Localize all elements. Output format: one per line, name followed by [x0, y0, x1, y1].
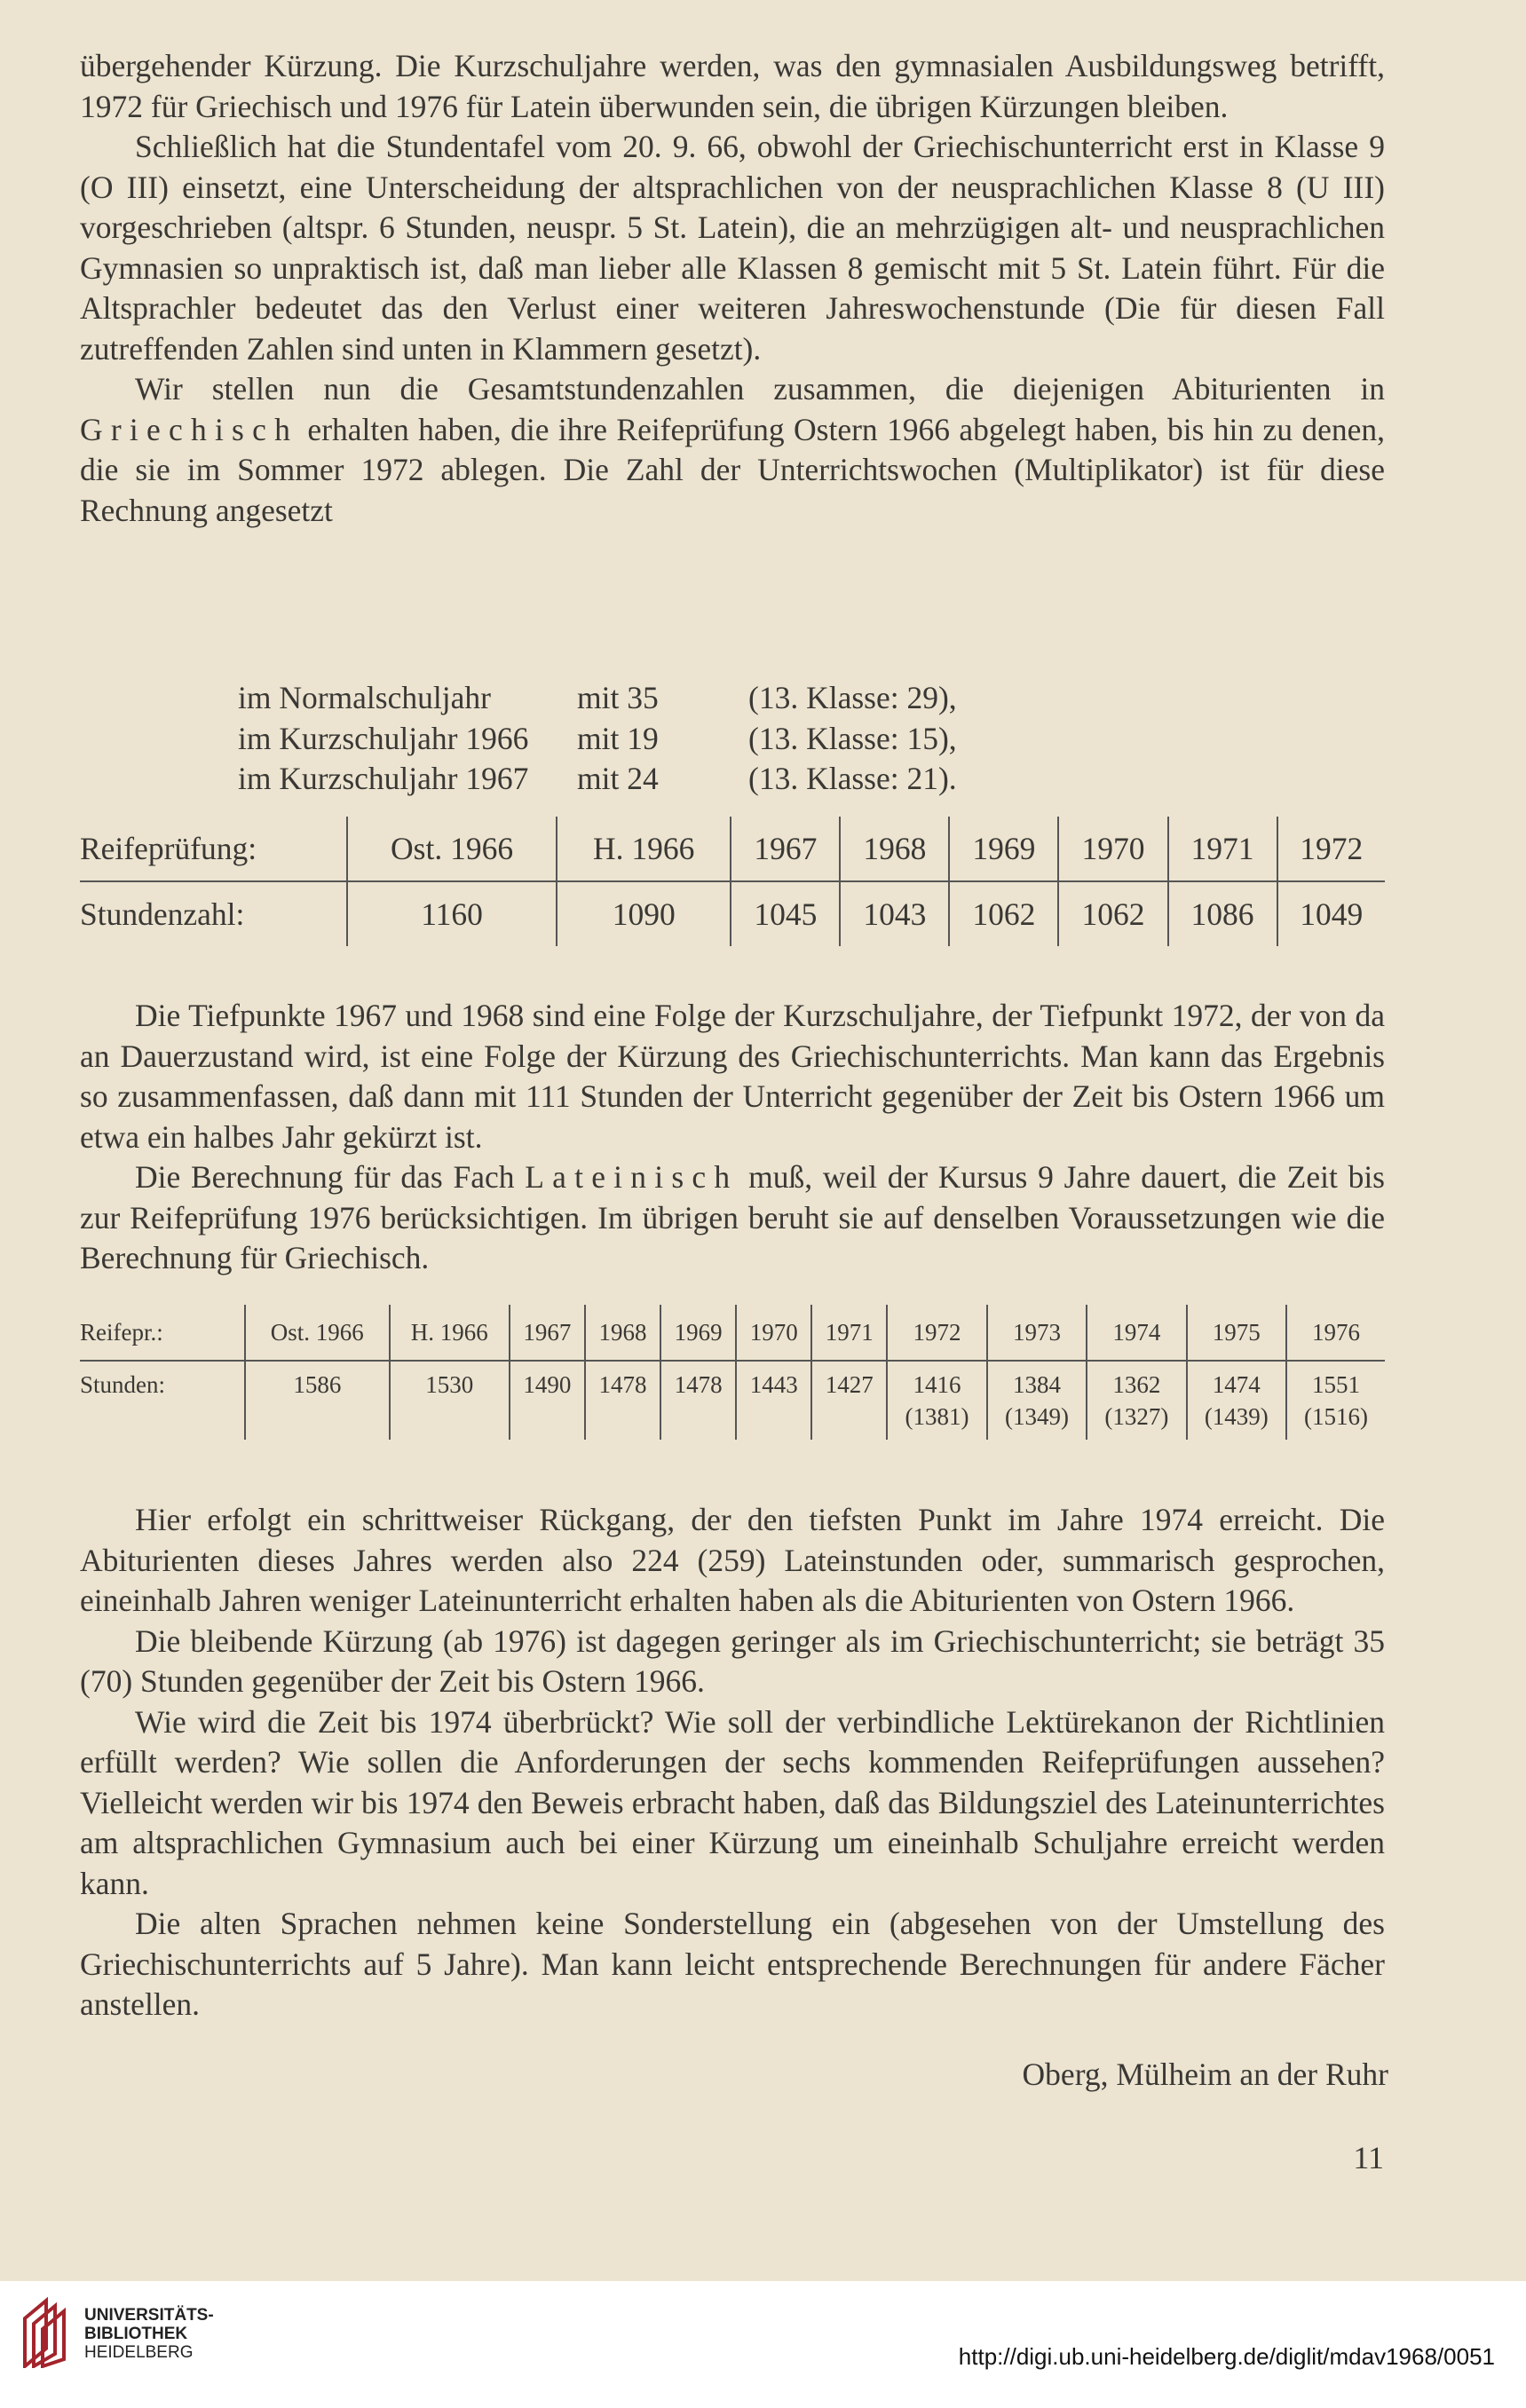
paragraph-2: Schließlich hat die Stundentafel vom 20. 9. 66, obwohl der Griechischunterricht erst in Klasse 9 (O III) einsetzt, eine Unterscheidung der altsprachlichen von der neusprachlichen Klasse 8 (U III) vorgeschrieben (altspr. 6 Stunden, neuspr. 5 St. Latein), die an mehrzügigen alt- und neusprachlichen Gymnasien so unpraktisch ist, daß man lieber alle Klassen 8 gemischt mit 5 St. Latein führt. Für die Altsprachler bedeutet das den Verlust einer weiteren Jahreswochenstunde (Die für diesen Fall zutreffenden Zahlen sind unten in Klammern gesetzt).	[80, 129, 1385, 367]
table-header-cell: 1969	[660, 1305, 736, 1361]
body-text-bottom	[80, 1500, 1385, 2025]
table-header-row	[80, 1305, 1385, 1361]
para5-spaced-word: Lateinisch	[525, 1159, 739, 1195]
table-cell	[811, 1361, 887, 1440]
table-header-cell: 1967	[510, 1305, 585, 1361]
body-text-middle	[80, 996, 1385, 1279]
cell-bracketed-value: (1381)	[905, 1403, 969, 1430]
table-row-label: Stunden:	[80, 1371, 166, 1398]
table-header-cell: 1967	[731, 817, 840, 881]
cell-bracketed-value: (1439)	[1204, 1403, 1269, 1430]
multiplier-note: (13. Klasse: 15),	[748, 720, 957, 756]
author-signature: Oberg, Mülheim an der Ruhr	[1022, 2057, 1388, 2092]
table-cell: 1062	[949, 881, 1058, 946]
cell-value: 1586	[293, 1371, 342, 1398]
table-cell	[390, 1361, 510, 1440]
table-cell	[585, 1361, 660, 1440]
cell-value: 1362	[1112, 1371, 1161, 1398]
table-header-cell: 1976	[1286, 1305, 1385, 1361]
table-header-cell: 1972	[887, 1305, 986, 1361]
paragraph-8: Wie wird die Zeit bis 1974 überbrückt? Wie soll der verbindliche Lektürekanon der Richtlinien erfüllt werden? Wie sollen die Anforderungen der sechs kommenden Reifeprüfungen aussehen? Vielleicht werden wir bis 1974 den Beweis erbracht haben, daß das Bildungsziel des Lateinunterrichtes am altsprachlichen Gymnasium auch bei einer Kürzung um eineinhalb Schuljahre erreicht werden kann.	[80, 1703, 1385, 1901]
source-url-link[interactable]: http://digi.ub.uni-heidelberg.de/diglit/mdav1968/0051	[958, 2343, 1495, 2370]
table-row	[80, 1361, 1385, 1440]
cell-value: 1443	[749, 1371, 798, 1398]
table-row	[80, 881, 1385, 946]
table-header-cell: 1973	[987, 1305, 1087, 1361]
library-name	[84, 2306, 214, 2362]
paragraph-7: Die bleibende Kürzung (ab 1976) ist dagegen geringer als im Griechischunterricht; sie beträgt 35 (70) Stunden gegenüber der Zeit bis Ostern 1966.	[80, 1622, 1385, 1699]
table-header-cell: 1971	[1168, 817, 1277, 881]
cell-value: 1478	[598, 1371, 647, 1398]
multiplier-value: mit 19	[577, 720, 659, 756]
para3-before: Wir stellen nun die Gesamtstundenzahlen zusammen, die diejenigen Abiturienten in	[135, 371, 1385, 407]
library-name-line: BIBLIOTHEK	[84, 2325, 188, 2343]
paragraph-1: übergehender Kürzung. Die Kurzschuljahre werden, was den gymnasialen Ausbildungsweg betrifft, 1972 für Griechisch und 1976 für Latein überwunden sein, die übrigen Kürzungen bleiben.	[80, 48, 1385, 124]
cell-value: 1427	[825, 1371, 874, 1398]
cell-value: 1490	[523, 1371, 572, 1398]
table-header-label: Reifepr.:	[80, 1305, 245, 1361]
table-header-cell: 1970	[1058, 817, 1167, 881]
table-header-cell: 1970	[736, 1305, 811, 1361]
library-name-line: HEIDELBERG	[84, 2343, 194, 2362]
multiplier-note: (13. Klasse: 21).	[748, 761, 957, 796]
table-header-cell: 1975	[1187, 1305, 1286, 1361]
table-cell	[987, 1361, 1087, 1440]
table-cell	[660, 1361, 736, 1440]
paragraph-3	[80, 369, 1385, 531]
table-cell	[1087, 1361, 1186, 1440]
table-header-cell: H. 1966	[390, 1305, 510, 1361]
table-cell: 1086	[1168, 881, 1277, 946]
paragraph-5	[80, 1157, 1385, 1279]
cell-bracketed-value: (1349)	[1004, 1403, 1069, 1430]
table-header-cell: 1974	[1087, 1305, 1186, 1361]
table-header-row	[80, 817, 1385, 881]
cell-bracketed-value: (1516)	[1304, 1403, 1368, 1430]
body-text-top	[80, 46, 1385, 531]
table-cell	[736, 1361, 811, 1440]
table-cell: 1062	[1058, 881, 1167, 946]
cell-value: 1530	[425, 1371, 474, 1398]
table-header-cell: Ost. 1966	[347, 817, 557, 881]
table-header-label: Reifeprüfung:	[80, 817, 347, 881]
paragraph-9: Die alten Sprachen nehmen keine Sonderstellung ein (abgesehen von der Umstellung des Griechischunterrichts auf 5 Jahre). Man kann leicht entsprechende Berechnungen für andere Fächer anstellen.	[80, 1906, 1385, 2022]
table-row-label: Stundenzahl:	[80, 896, 245, 932]
table-cell: 1160	[347, 881, 557, 946]
table-cell: 1045	[731, 881, 840, 946]
para3-after: erhalten haben, die ihre Reifeprüfung Ostern 1966 abgelegt haben, bis hin zu denen, die sie im Sommer 1972 ablegen. Die Zahl der Unterrichtswochen (Multiplikator) ist für diese Rechnung angesetzt	[80, 411, 1385, 528]
table-cell: 1049	[1277, 881, 1385, 946]
para3-spaced-word: Griechisch	[80, 411, 299, 447]
table-cell: 1043	[840, 881, 949, 946]
table-header-cell: H. 1966	[557, 817, 731, 881]
cell-value: 1474	[1212, 1371, 1261, 1398]
table-cell	[887, 1361, 986, 1440]
table-cell	[1286, 1361, 1385, 1440]
multiplier-value: mit 35	[577, 680, 659, 715]
cell-value: 1416	[913, 1371, 961, 1398]
table-cell	[245, 1361, 390, 1440]
para5-after: muß, weil der Kursus 9 Jahre dauert, die Zeit bis zur Reifeprüfung 1976 berücksichtigen. Im übrigen beruht sie auf denselben Voraussetzungen wie die Berechnung für Griechisch.	[80, 1159, 1385, 1275]
table-cell	[510, 1361, 585, 1440]
multiplier-label: im Normalschuljahr	[238, 680, 491, 715]
table-header-cell: 1968	[840, 817, 949, 881]
table-header-cell: 1969	[949, 817, 1058, 881]
table-cell	[1187, 1361, 1286, 1440]
table-cell: 1090	[557, 881, 731, 946]
paragraph-6: Hier erfolgt ein schrittweiser Rückgang, der den tiefsten Punkt im Jahre 1974 erreicht. Die Abiturienten dieses Jahres werden also 224 (259) Lateinstunden oder, summarisch gesprochen, eineinhalb Jahren weniger Lateinunterricht erhalten haben als die Abiturienten von Ostern 1966.	[80, 1502, 1385, 1618]
para5-before: Die Berechnung für das Fach	[135, 1159, 526, 1195]
multiplier-note: (13. Klasse: 29),	[748, 680, 957, 715]
table-header-cell: 1971	[811, 1305, 887, 1361]
library-name-line: UNIVERSITÄTS-	[84, 2306, 214, 2325]
greek-hours-table	[80, 817, 1385, 946]
cell-value: 1551	[1312, 1371, 1360, 1398]
library-logo-icon	[20, 2297, 69, 2368]
table-header-cell: 1968	[585, 1305, 660, 1361]
cell-bracketed-value: (1327)	[1104, 1403, 1169, 1430]
table-header-cell: Ost. 1966	[245, 1305, 390, 1361]
paragraph-4: Die Tiefpunkte 1967 und 1968 sind eine Folge der Kurzschuljahre, der Tiefpunkt 1972, der von da an Dauerzustand wird, ist eine Folge der Kürzung des Griechischunterrichts. Man kann das Ergebnis so zusammenfassen, daß dann mit 111 Stunden der Unterricht gegenüber der Zeit bis Ostern 1966 um etwa ein halbes Jahr gekürzt ist.	[80, 998, 1385, 1155]
page-number: 11	[1353, 2140, 1384, 2175]
multiplier-label: im Kurzschuljahr 1967	[238, 761, 529, 796]
cell-value: 1384	[1012, 1371, 1061, 1398]
multiplier-label: im Kurzschuljahr 1966	[238, 720, 529, 756]
multiplier-value: mit 24	[577, 761, 659, 796]
table-header-cell: 1972	[1277, 817, 1385, 881]
cell-value: 1478	[674, 1371, 723, 1398]
latin-hours-table	[80, 1305, 1385, 1440]
